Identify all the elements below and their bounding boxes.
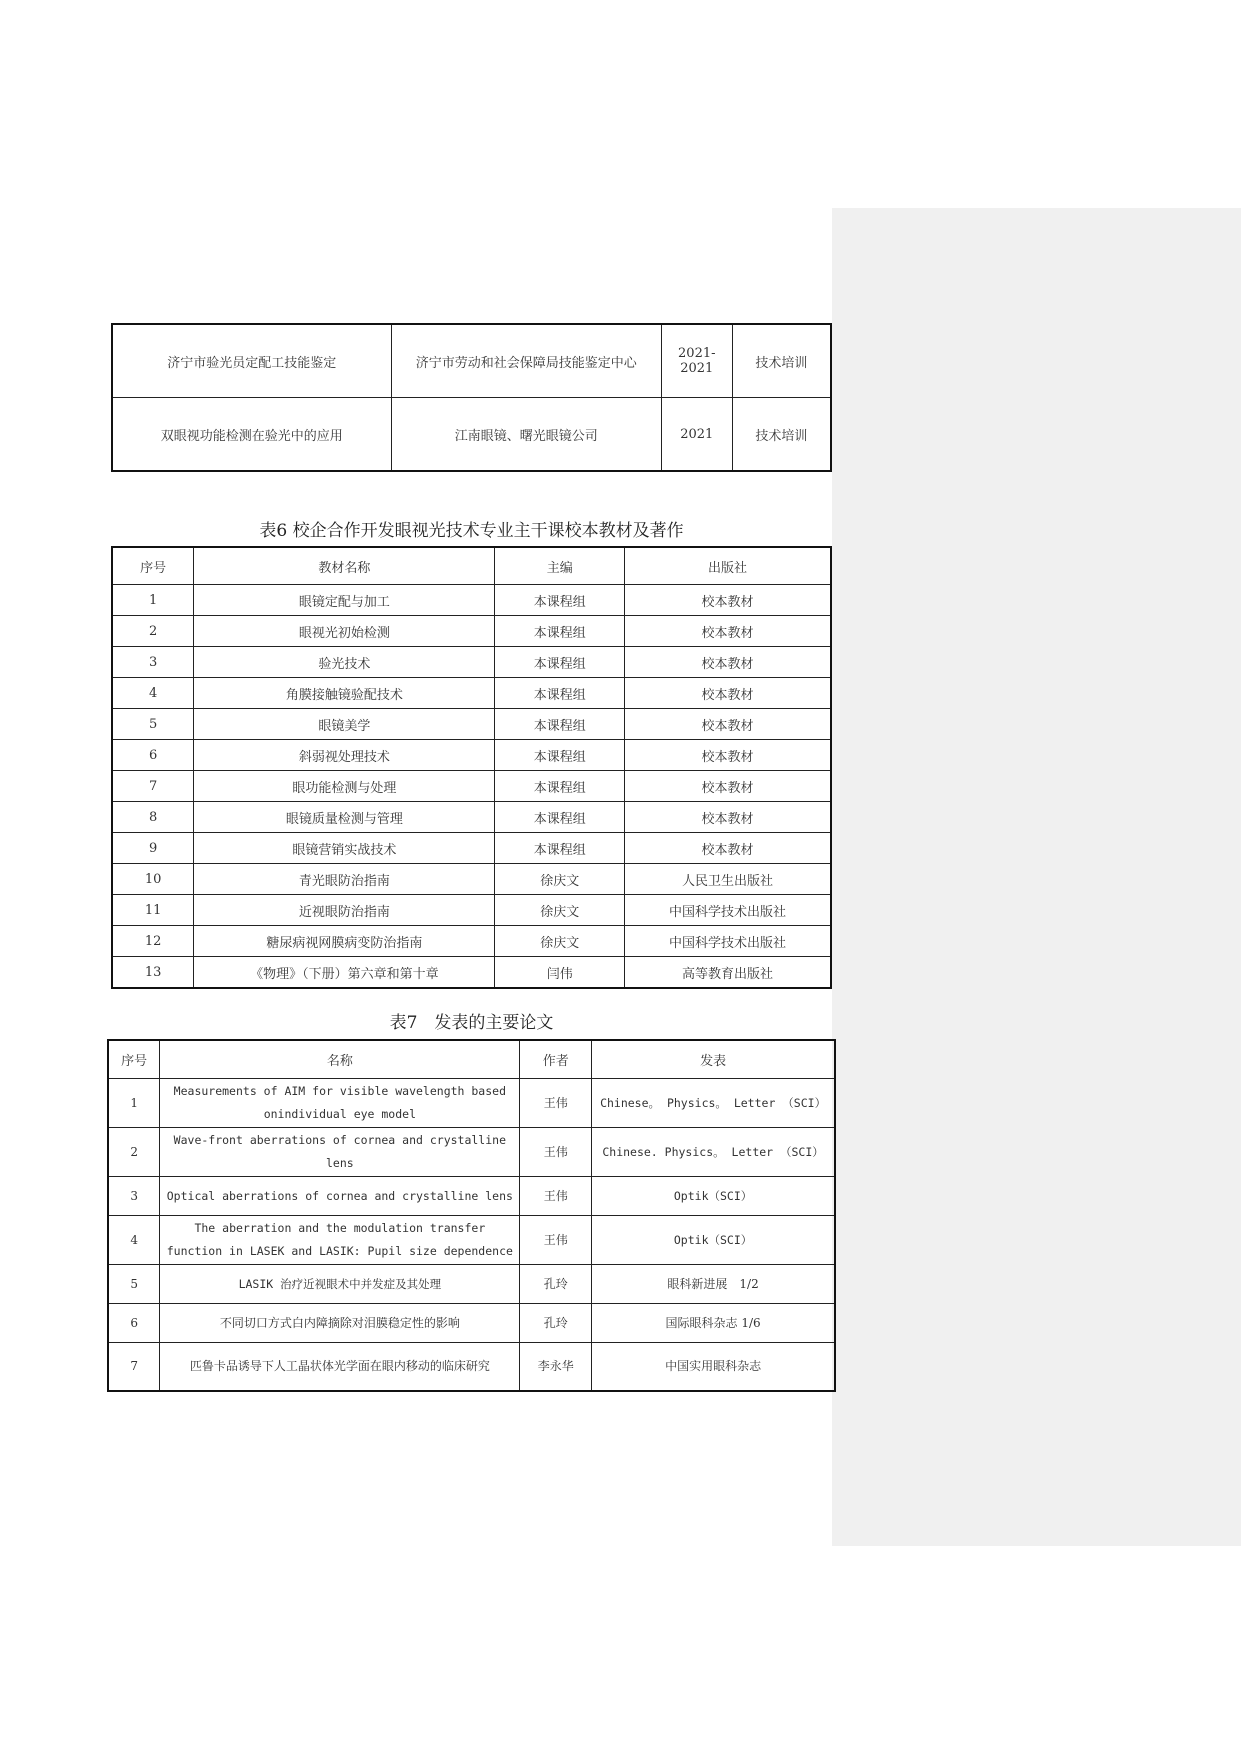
cell-name: 匹鲁卡品诱导下人工晶状体光学面在眼内移动的临床研究: [160, 1343, 520, 1391]
cell-name: Optical aberrations of cornea and crystalline lens: [160, 1177, 520, 1216]
cell-title: 眼镜定配与加工: [194, 585, 495, 616]
cell-index: 4: [108, 1216, 160, 1265]
cell-title: 眼视光初始检测: [194, 616, 495, 647]
cell-editor: 本课程组: [495, 585, 625, 616]
cell-title: 眼镜质量检测与管理: [194, 802, 495, 833]
cell-name: LASIK 治疗近视眼术中并发症及其处理: [160, 1265, 520, 1304]
table-row: [108, 1216, 835, 1265]
cell-published: Chinese. Physics。 Letter （SCI）: [592, 1128, 835, 1177]
cell-index: 6: [108, 1304, 160, 1343]
cell-editor: 闫伟: [495, 957, 625, 989]
cell-publisher: 校本教材: [625, 678, 831, 709]
cell-editor: 徐庆文: [495, 864, 625, 895]
cell-index: 1: [112, 585, 194, 616]
cell-publisher: 校本教材: [625, 616, 831, 647]
cell-index: 3: [108, 1177, 160, 1216]
cell-publisher: 校本教材: [625, 771, 831, 802]
cell-index: 4: [112, 678, 194, 709]
header-name: 名称: [160, 1040, 520, 1079]
cell-publisher: 中国科学技术出版社: [625, 926, 831, 957]
header-title: 教材名称: [194, 547, 495, 585]
textbook-table: [111, 546, 832, 989]
header-publisher: 出版社: [625, 547, 831, 585]
table-row: [112, 398, 831, 472]
cell-name: Wave-front aberrations of cornea and crystalline lens: [160, 1128, 520, 1177]
cell-title: 近视眼防治指南: [194, 895, 495, 926]
cell-title: 糖尿病视网膜病变防治指南: [194, 926, 495, 957]
cell-index: 8: [112, 802, 194, 833]
header-editor: 主编: [495, 547, 625, 585]
cell-publisher: 校本教材: [625, 740, 831, 771]
cell-title: 青光眼防治指南: [194, 864, 495, 895]
cell-name: Measurements of AIM for visible wavelength based onindividual eye model: [160, 1079, 520, 1128]
cell-editor: 本课程组: [495, 771, 625, 802]
cell-index: 1: [108, 1079, 160, 1128]
cell-title: 验光技术: [194, 647, 495, 678]
cell-author: 王伟: [520, 1177, 592, 1216]
cell-title: 眼镜营销实战技术: [194, 833, 495, 864]
cell-index: 11: [112, 895, 194, 926]
cell-editor: 本课程组: [495, 802, 625, 833]
cell-author: 李永华: [520, 1343, 592, 1391]
table-row: [112, 324, 831, 398]
cell-index: 6: [112, 740, 194, 771]
table-row: [108, 1343, 835, 1391]
cell-published: 国际眼科杂志 1/6: [592, 1304, 835, 1343]
cell-index: 2: [112, 616, 194, 647]
table-row: [112, 864, 831, 895]
cell-year: 2021: [661, 398, 732, 472]
cell-name: The aberration and the modulation transfer function in LASEK and LASIK: Pupil size dependence: [160, 1216, 520, 1265]
header-author: 作者: [520, 1040, 592, 1079]
cell-title: 斜弱视处理技术: [194, 740, 495, 771]
cell-index: 5: [108, 1265, 160, 1304]
cell-title: 眼功能检测与处理: [194, 771, 495, 802]
cell-publisher: 校本教材: [625, 802, 831, 833]
table-row: [112, 771, 831, 802]
table-row: [112, 709, 831, 740]
cell-publisher: 校本教材: [625, 709, 831, 740]
cell-title: 角膜接触镜验配技术: [194, 678, 495, 709]
table-row: [112, 895, 831, 926]
cell-organizer: 江南眼镜、曙光眼镜公司: [391, 398, 661, 472]
cell-editor: 本课程组: [495, 740, 625, 771]
header-index: 序号: [112, 547, 194, 585]
table-row: [112, 957, 831, 989]
cell-index: 7: [112, 771, 194, 802]
cell-author: 王伟: [520, 1128, 592, 1177]
cell-publisher: 校本教材: [625, 647, 831, 678]
cell-published: 中国实用眼科杂志: [592, 1343, 835, 1391]
cell-index: 13: [112, 957, 194, 989]
table-row: [112, 585, 831, 616]
cell-index: 3: [112, 647, 194, 678]
table-row: [112, 647, 831, 678]
cell-editor: 徐庆文: [495, 895, 625, 926]
cell-editor: 本课程组: [495, 678, 625, 709]
table-row: [112, 740, 831, 771]
table-row: [108, 1079, 835, 1128]
cell-author: 孔玲: [520, 1304, 592, 1343]
cell-author: 孔玲: [520, 1265, 592, 1304]
cell-author: 王伟: [520, 1079, 592, 1128]
cell-editor: 徐庆文: [495, 926, 625, 957]
comment-margin-panel: [832, 208, 1241, 1546]
cell-editor: 本课程组: [495, 647, 625, 678]
cell-author: 王伟: [520, 1216, 592, 1265]
cell-project: 济宁市验光员定配工技能鉴定: [112, 324, 391, 398]
cell-publisher: 中国科学技术出版社: [625, 895, 831, 926]
cell-title: 眼镜美学: [194, 709, 495, 740]
cell-type: 技术培训: [732, 324, 831, 398]
cell-type: 技术培训: [732, 398, 831, 472]
header-index: 序号: [108, 1040, 160, 1079]
table-row: [108, 1265, 835, 1304]
table-header-row: [112, 547, 831, 585]
cell-publisher: 高等教育出版社: [625, 957, 831, 989]
cell-index: 5: [112, 709, 194, 740]
cell-index: 2: [108, 1128, 160, 1177]
cell-editor: 本课程组: [495, 616, 625, 647]
cell-index: 12: [112, 926, 194, 957]
cell-publisher: 人民卫生出版社: [625, 864, 831, 895]
cell-editor: 本课程组: [495, 709, 625, 740]
table7-caption: 表7 发表的主要论文: [389, 1013, 554, 1033]
cell-year: 2021-2021: [661, 324, 732, 398]
cell-index: 7: [108, 1343, 160, 1391]
cell-organizer: 济宁市劳动和社会保障局技能鉴定中心: [391, 324, 661, 398]
cell-editor: 本课程组: [495, 833, 625, 864]
cell-project: 双眼视功能检测在验光中的应用: [112, 398, 391, 472]
table-row: [112, 926, 831, 957]
cell-title: 《物理》（下册）第六章和第十章: [194, 957, 495, 989]
cell-index: 10: [112, 864, 194, 895]
table-row: [108, 1304, 835, 1343]
table-row: [112, 616, 831, 647]
cell-publisher: 校本教材: [625, 585, 831, 616]
cell-published: Chinese。 Physics。 Letter （SCI）: [592, 1079, 835, 1128]
table-row: [108, 1177, 835, 1216]
cell-publisher: 校本教材: [625, 833, 831, 864]
table-header-row: [108, 1040, 835, 1079]
table-row: [112, 802, 831, 833]
training-table: [111, 323, 832, 472]
table-row: [112, 833, 831, 864]
table-row: [108, 1128, 835, 1177]
cell-published: Optik（SCI）: [592, 1177, 835, 1216]
cell-index: 9: [112, 833, 194, 864]
header-published: 发表: [592, 1040, 835, 1079]
cell-published: 眼科新进展 1/2: [592, 1265, 835, 1304]
cell-name: 不同切口方式白内障摘除对泪膜稳定性的影响: [160, 1304, 520, 1343]
table-row: [112, 678, 831, 709]
table6-caption: 表6 校企合作开发眼视光技术专业主干课校本教材及著作: [259, 521, 684, 541]
papers-table: [107, 1039, 836, 1392]
cell-published: Optik（SCI）: [592, 1216, 835, 1265]
